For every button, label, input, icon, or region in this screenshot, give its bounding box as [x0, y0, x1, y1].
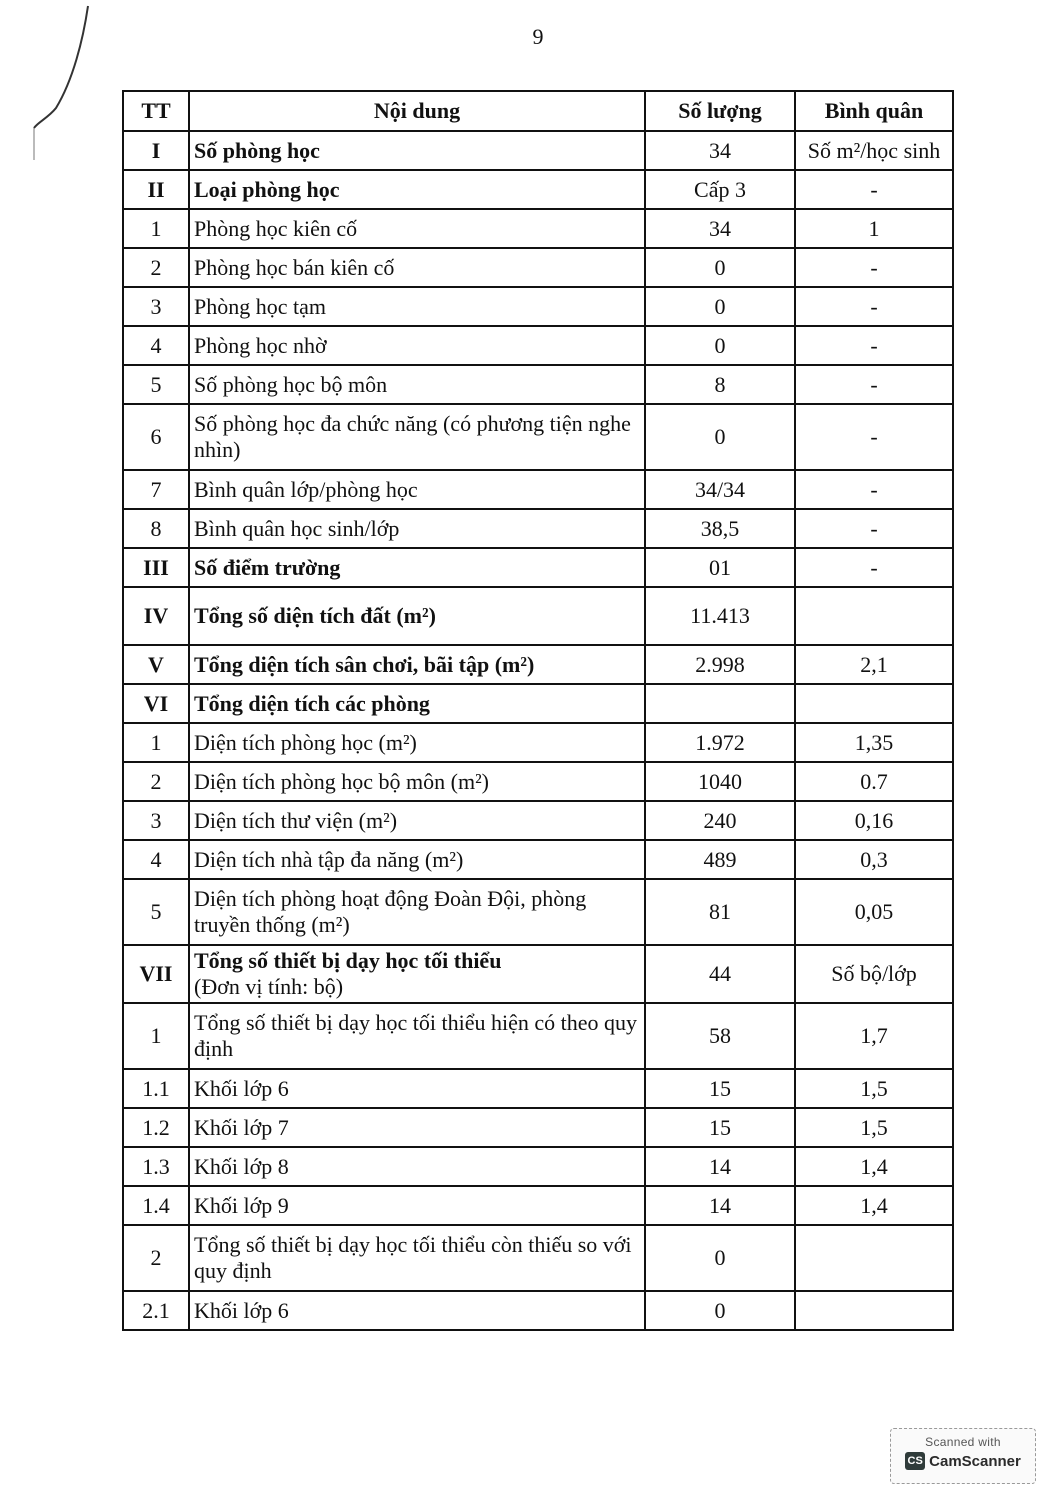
page-number: 9: [532, 24, 544, 49]
row-average-cell: -: [795, 404, 953, 470]
row-number-cell: 7: [123, 470, 189, 509]
table-row: [123, 684, 953, 723]
table-row: [123, 645, 953, 684]
row-quantity-cell: 0: [645, 1291, 795, 1330]
row-quantity-cell: 34: [645, 209, 795, 248]
row-number-cell: 2: [123, 762, 189, 801]
table-row: [123, 1186, 953, 1225]
row-number-cell: 5: [123, 879, 189, 945]
row-quantity-cell: 1.972: [645, 723, 795, 762]
row-quantity-cell: Cấp 3: [645, 170, 795, 209]
row-quantity-cell: 14: [645, 1186, 795, 1225]
table-row: [123, 287, 953, 326]
row-number-cell: 3: [123, 801, 189, 840]
table-header-row: [123, 91, 953, 131]
row-number-cell: 1.1: [123, 1069, 189, 1108]
row-content-cell: Tổng số thiết bị dạy học tối thiểu hiện có theo quy định: [189, 1003, 645, 1069]
row-quantity-cell: 1040: [645, 762, 795, 801]
row-quantity-cell: 240: [645, 801, 795, 840]
row-quantity-cell: 01: [645, 548, 795, 587]
row-quantity-cell: 489: [645, 840, 795, 879]
row-average-cell: 1,5: [795, 1108, 953, 1147]
row-quantity-cell: 2.998: [645, 645, 795, 684]
table-row: [123, 1291, 953, 1330]
camscanner-watermark: [890, 1428, 1036, 1484]
row-quantity-cell: 15: [645, 1108, 795, 1147]
row-average-cell: 1: [795, 209, 953, 248]
table-row: [123, 945, 953, 1003]
row-number-cell: 1.3: [123, 1147, 189, 1186]
row-content-cell: Khối lớp 8: [189, 1147, 645, 1186]
table-row: [123, 587, 953, 645]
row-number-cell: 1.2: [123, 1108, 189, 1147]
statistics-table: [122, 90, 954, 1331]
row-average-cell: -: [795, 548, 953, 587]
camscanner-logo-icon: CS: [905, 1452, 925, 1470]
table-row: [123, 170, 953, 209]
row-average-cell: -: [795, 248, 953, 287]
row-average-cell: [795, 1291, 953, 1330]
watermark-caption: Scanned with: [925, 1435, 1001, 1449]
row-average-cell: -: [795, 509, 953, 548]
row-average-cell: 0.7: [795, 762, 953, 801]
header-content: Nội dung: [189, 91, 645, 131]
table-row: [123, 470, 953, 509]
row-average-cell: -: [795, 287, 953, 326]
row-average-cell: 1,5: [795, 1069, 953, 1108]
row-number-cell: 5: [123, 365, 189, 404]
row-content-line: Tổng số thiết bị dạy học tối thiểu: [194, 948, 502, 973]
table-row: [123, 365, 953, 404]
row-average-cell: -: [795, 326, 953, 365]
row-average-cell: 1,35: [795, 723, 953, 762]
row-content-cell: Tổng số diện tích đất (m²): [189, 587, 645, 645]
row-quantity-cell: 11.413: [645, 587, 795, 645]
table-row: [123, 723, 953, 762]
row-quantity-cell: 0: [645, 1225, 795, 1291]
row-quantity-cell: 81: [645, 879, 795, 945]
row-content-cell: Khối lớp 6: [189, 1069, 645, 1108]
row-quantity-cell: 58: [645, 1003, 795, 1069]
row-content-cell: Phòng học kiên cố: [189, 209, 645, 248]
row-average-cell: 0,05: [795, 879, 953, 945]
table-row: [123, 1108, 953, 1147]
table-row: [123, 1225, 953, 1291]
row-content-cell: Phòng học bán kiên cố: [189, 248, 645, 287]
row-content-cell: Khối lớp 9: [189, 1186, 645, 1225]
row-quantity-cell: 34: [645, 131, 795, 170]
row-content-cell: Số điểm trường: [189, 548, 645, 587]
row-average-cell: Số m²/học sinh: [795, 131, 953, 170]
row-content-cell: Diện tích phòng hoạt động Đoàn Đội, phòng truyền thống (m²): [189, 879, 645, 945]
row-average-cell: -: [795, 365, 953, 404]
table-row: [123, 1069, 953, 1108]
row-average-cell: [795, 587, 953, 645]
table-row: [123, 801, 953, 840]
row-average-cell: 1,4: [795, 1147, 953, 1186]
row-number-cell: V: [123, 645, 189, 684]
table-row: [123, 248, 953, 287]
row-quantity-cell: 14: [645, 1147, 795, 1186]
row-number-cell: 8: [123, 509, 189, 548]
row-content-cell: Phòng học tạm: [189, 287, 645, 326]
row-number-cell: 2: [123, 1225, 189, 1291]
row-content-cell: Tổng diện tích sân chơi, bãi tập (m²): [189, 645, 645, 684]
row-content-cell: Diện tích thư viện (m²): [189, 801, 645, 840]
row-average-cell: 1,4: [795, 1186, 953, 1225]
row-average-cell: [795, 684, 953, 723]
row-number-cell: 3: [123, 287, 189, 326]
row-number-cell: 6: [123, 404, 189, 470]
row-content-cell: Diện tích nhà tập đa năng (m²): [189, 840, 645, 879]
row-number-cell: VI: [123, 684, 189, 723]
table-row: [123, 840, 953, 879]
row-number-cell: 1: [123, 209, 189, 248]
row-number-cell: 4: [123, 326, 189, 365]
table-body: [123, 131, 953, 1330]
header-average: Bình quân: [795, 91, 953, 131]
row-content-cell: Tổng số thiết bị dạy học tối thiểu còn thiếu so với quy định: [189, 1225, 645, 1291]
header-tt: TT: [123, 91, 189, 131]
row-content-cell: Diện tích phòng học (m²): [189, 723, 645, 762]
row-average-cell: 1,7: [795, 1003, 953, 1069]
row-content-subline: (Đơn vị tính: bộ): [194, 974, 344, 999]
row-number-cell: VII: [123, 945, 189, 1003]
row-average-cell: 0,3: [795, 840, 953, 879]
row-content-cell: Bình quân lớp/phòng học: [189, 470, 645, 509]
row-quantity-cell: 15: [645, 1069, 795, 1108]
row-content-cell: Bình quân học sinh/lớp: [189, 509, 645, 548]
row-quantity-cell: 0: [645, 404, 795, 470]
row-quantity-cell: 0: [645, 326, 795, 365]
row-number-cell: I: [123, 131, 189, 170]
watermark-brand: CamScanner: [929, 1452, 1021, 1470]
row-content-cell: Số phòng học đa chức năng (có phương tiện nghe nhìn): [189, 404, 645, 470]
row-number-cell: 1.4: [123, 1186, 189, 1225]
row-number-cell: II: [123, 170, 189, 209]
row-number-cell: 1: [123, 1003, 189, 1069]
row-average-cell: -: [795, 470, 953, 509]
row-content-cell: Tổng diện tích các phòng: [189, 684, 645, 723]
table-row: [123, 879, 953, 945]
table-row: [123, 509, 953, 548]
row-quantity-cell: 0: [645, 248, 795, 287]
row-content-cell: Khối lớp 7: [189, 1108, 645, 1147]
row-average-cell: 2,1: [795, 645, 953, 684]
row-number-cell: III: [123, 548, 189, 587]
row-quantity-cell: 8: [645, 365, 795, 404]
row-content-cell: Phòng học nhờ: [189, 326, 645, 365]
row-average-cell: 0,16: [795, 801, 953, 840]
row-quantity-cell: 38,5: [645, 509, 795, 548]
table-row: [123, 1003, 953, 1069]
row-number-cell: 2.1: [123, 1291, 189, 1330]
row-content-cell: Loại phòng học: [189, 170, 645, 209]
row-average-cell: -: [795, 170, 953, 209]
row-number-cell: IV: [123, 587, 189, 645]
row-content-cell: Khối lớp 6: [189, 1291, 645, 1330]
row-number-cell: 4: [123, 840, 189, 879]
row-average-cell: Số bộ/lớp: [795, 945, 953, 1003]
table-row: [123, 1147, 953, 1186]
row-quantity-cell: [645, 684, 795, 723]
row-quantity-cell: 44: [645, 945, 795, 1003]
table-row: [123, 326, 953, 365]
table-row: [123, 548, 953, 587]
row-quantity-cell: 34/34: [645, 470, 795, 509]
row-quantity-cell: 0: [645, 287, 795, 326]
table-row: [123, 762, 953, 801]
row-average-cell: [795, 1225, 953, 1291]
row-content-cell: Số phòng học: [189, 131, 645, 170]
row-number-cell: 2: [123, 248, 189, 287]
row-content-cell: Số phòng học bộ môn: [189, 365, 645, 404]
row-content-cell: Diện tích phòng học bộ môn (m²): [189, 762, 645, 801]
row-number-cell: 1: [123, 723, 189, 762]
table-row: [123, 131, 953, 170]
table-row: [123, 404, 953, 470]
table-row: [123, 209, 953, 248]
header-quantity: Số lượng: [645, 91, 795, 131]
row-content-cell: [189, 945, 645, 1003]
